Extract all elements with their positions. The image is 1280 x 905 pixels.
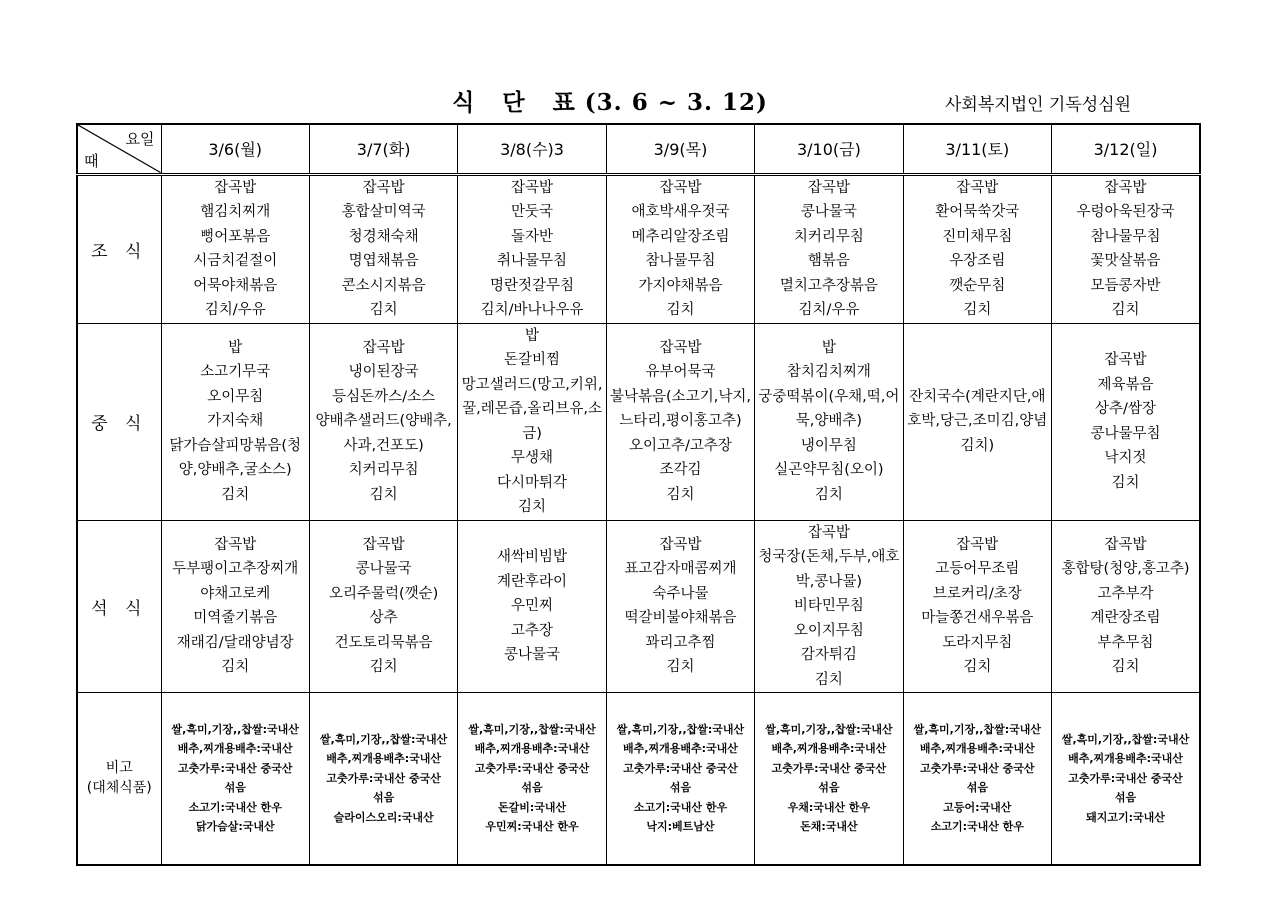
origin-note: 섞음 <box>669 781 692 795</box>
menu-item: 숙주나물 <box>652 585 709 602</box>
day-header: 3/8(수)3 <box>458 124 606 174</box>
notes-sublabel: (대체식품) <box>86 780 152 797</box>
menu-item: 참치김치찌개 <box>786 364 871 381</box>
origin-note: 쌀,흑미,기장,,찹쌀:국내산 <box>1061 732 1190 746</box>
menu-item: 냉이무침 <box>800 437 857 454</box>
menu-item: 상추 <box>369 610 398 627</box>
menu-item: 닭가슴살피망볶음(청양,양배추,굴소스) <box>169 437 302 479</box>
dinner-cell <box>755 520 903 693</box>
menu-item: 계란후라이 <box>497 573 568 590</box>
origin-note: 돼지고기:국내산 <box>1086 810 1165 824</box>
breakfast-cell <box>606 174 754 323</box>
notes-row <box>77 693 1200 865</box>
menu-item: 김치 <box>666 302 695 318</box>
menu-item: 유부어묵국 <box>645 364 716 381</box>
menu-item: 미역줄기볶음 <box>193 610 278 627</box>
notes-cell <box>309 693 457 865</box>
menu-item: 잡곡밥 <box>214 536 257 553</box>
menu-item: 김치 <box>963 302 992 318</box>
origin-note: 쌀,흑미,기장,,찹쌀:국내산 <box>913 722 1041 736</box>
menu-item: 밥 <box>821 339 836 356</box>
menu-item: 환어묵쑥갓국 <box>935 204 1020 220</box>
menu-item: 오이지무침 <box>793 622 864 639</box>
menu-item: 가지숙채 <box>207 413 264 430</box>
day-header: 3/6(월) <box>161 124 309 174</box>
organization-name: 사회복지법인 기독성심원 <box>945 95 1132 115</box>
menu-item: 명란젓갈무침 <box>490 277 575 294</box>
menu-item: 망고샐러드(망고,키위,꿀,레몬즙,올리브유,소금) <box>461 376 603 442</box>
origin-note: 배추,찌개용배추:국내산 <box>919 742 1035 756</box>
menu-item: 낙지젓 <box>1104 450 1147 466</box>
menu-item: 잡곡밥 <box>659 536 702 553</box>
menu-item: 양배추샐러드(양배추,사과,건포도) <box>315 413 452 454</box>
menu-item: 꽃맛살볶음 <box>1090 253 1161 269</box>
menu-item: 잡곡밥 <box>511 179 554 196</box>
origin-note: 배추,찌개용배추:국내산 <box>177 742 293 756</box>
menu-item: 표고감자매콤찌개 <box>624 561 737 578</box>
origin-note: 고춧가루:국내산 중국산 <box>920 761 1035 775</box>
dinner-cell <box>1052 520 1200 693</box>
menu-item: 김치/바나나우유 <box>480 302 584 318</box>
menu-item: 콩나물무침 <box>1090 425 1161 442</box>
menu-item: 오이무침 <box>207 388 264 405</box>
menu-item: 잡곡밥 <box>1104 179 1147 196</box>
meal-label-dinner: 석 식 <box>77 520 161 693</box>
origin-note: 고춧가루:국내산 중국산 <box>1068 771 1183 785</box>
origin-note: 섞음 <box>966 781 988 795</box>
origin-note: 돈채:국내산 <box>800 820 858 834</box>
menu-item: 잡곡밥 <box>807 524 850 541</box>
menu-item: 김치 <box>369 486 398 503</box>
menu-item: 잡곡밥 <box>362 339 405 356</box>
menu-item: 콩나물국 <box>355 561 412 578</box>
menu-item: 두부팽이고추장찌개 <box>172 561 299 578</box>
menu-item: 잔치국수(계란지단,애호박,당근,조미김,양념김치) <box>907 388 1048 454</box>
menu-item: 김치 <box>666 659 695 676</box>
lunch-cell <box>606 323 754 520</box>
menu-item: 김치/우유 <box>798 302 860 318</box>
origin-note: 소고기:국내산 한우 <box>930 820 1024 834</box>
menu-item: 마늘쫑건새우볶음 <box>921 610 1034 627</box>
origin-note: 쌀,흑미,기장,,찹쌀:국내산 <box>468 722 596 736</box>
menu-item: 치커리무침 <box>793 228 864 245</box>
menu-item: 명엽채볶음 <box>348 253 419 269</box>
origin-note: 고춧가루:국내산 중국산 <box>474 761 590 775</box>
meal-label-breakfast: 조 식 <box>77 174 161 323</box>
menu-item: 잡곡밥 <box>1104 352 1147 368</box>
day-header: 3/7(화) <box>309 124 457 174</box>
menu-item: 김치 <box>1111 659 1140 676</box>
origin-note: 고등어:국내산 <box>943 800 1012 814</box>
origin-note: 고춧가루:국내산 중국산 <box>623 761 738 775</box>
menu-item: 도라지무침 <box>942 634 1013 651</box>
menu-item: 김치 <box>518 499 547 515</box>
menu-item: 진미채무침 <box>942 228 1013 245</box>
menu-item: 콩나물국 <box>504 647 561 663</box>
lunch-cell <box>161 323 309 520</box>
meal-plan-table <box>76 123 1201 866</box>
notes-cell <box>606 693 754 865</box>
origin-note: 낙지:베트남산 <box>646 820 715 834</box>
menu-item: 취나물무침 <box>497 253 568 269</box>
dinner-row <box>77 520 1200 693</box>
origin-note: 닭가슴살:국내산 <box>195 820 275 834</box>
breakfast-cell <box>309 174 457 323</box>
menu-item: 밥 <box>228 339 243 356</box>
origin-note: 쌀,흑미,기장,,찹쌀:국내산 <box>319 732 448 746</box>
notes-cell <box>903 693 1051 865</box>
menu-item: 김치 <box>1111 474 1140 491</box>
corner-meal-label: 때 <box>84 151 99 170</box>
lunch-cell <box>458 323 606 520</box>
menu-item: 계란장조림 <box>1090 610 1161 627</box>
menu-item: 콩나물국 <box>800 204 857 220</box>
menu-item: 브로커리/초장 <box>932 585 1022 602</box>
menu-item: 김치 <box>814 671 843 688</box>
day-header-row <box>77 124 1200 174</box>
menu-item: 오이고추/고추장 <box>629 437 732 454</box>
menu-item: 김치 <box>963 659 992 676</box>
origin-note: 쌀,흑미,기장,,찹쌀:국내산 <box>765 722 893 736</box>
dinner-cell <box>606 520 754 693</box>
menu-item: 우민찌 <box>511 598 554 614</box>
origin-note: 우민찌:국내산 한우 <box>485 820 579 834</box>
menu-item: 오리주물럭(깻순) <box>328 585 439 602</box>
menu-item: 실곤약무침(오이) <box>774 462 884 479</box>
menu-item: 궁중떡볶이(우채,떡,어묵,양배추) <box>758 388 900 430</box>
menu-item: 김치 <box>369 302 398 318</box>
dinner-cell <box>458 520 606 693</box>
menu-item: 잡곡밥 <box>214 179 257 196</box>
menu-item: 시금치겉절이 <box>193 253 278 269</box>
menu-item: 김치 <box>814 486 843 503</box>
menu-item: 떡갈비불야채볶음 <box>624 610 737 627</box>
menu-item: 건도토리묵볶음 <box>334 634 433 651</box>
menu-item: 다시마튀각 <box>497 474 568 491</box>
notes-cell <box>161 693 309 865</box>
breakfast-cell <box>1052 174 1200 323</box>
menu-item: 무생채 <box>511 450 554 466</box>
menu-item: 잡곡밥 <box>659 179 702 196</box>
menu-item: 홍합살미역국 <box>341 204 426 220</box>
menu-item: 청경채숙채 <box>348 228 419 245</box>
breakfast-cell <box>755 174 903 323</box>
origin-note: 배추,찌개용배추:국내산 <box>771 742 887 756</box>
menu-item: 김치 <box>666 486 695 503</box>
menu-item: 불낙볶음(소고기,낙지,느타리,평이홍고추) <box>610 388 751 430</box>
menu-item: 돌자반 <box>511 228 554 245</box>
menu-item: 만둣국 <box>511 204 554 220</box>
menu-item: 어묵야채볶음 <box>193 277 278 294</box>
menu-item: 김치 <box>1111 302 1140 318</box>
dinner-cell <box>309 520 457 693</box>
meal-label-lunch: 중 식 <box>77 323 161 520</box>
origin-note: 쌀,흑미,기장,,찹쌀:국내산 <box>616 722 745 736</box>
menu-item: 잡곡밥 <box>956 536 999 553</box>
menu-item: 햄볶음 <box>807 253 850 269</box>
origin-note: 소고기:국내산 한우 <box>188 800 282 814</box>
menu-item: 밥 <box>525 327 540 344</box>
origin-note: 섞음 <box>521 781 543 795</box>
menu-item: 애호박새우젓국 <box>631 204 730 220</box>
breakfast-cell <box>458 174 606 323</box>
menu-item: 멸치고추장볶음 <box>779 277 878 294</box>
day-header: 3/11(토) <box>903 124 1051 174</box>
lunch-cell <box>309 323 457 520</box>
menu-item: 야채고로케 <box>200 585 271 602</box>
menu-item: 제육볶음 <box>1097 376 1154 393</box>
menu-item: 우렁아욱된장국 <box>1076 204 1175 220</box>
origin-note: 고춧가루:국내산 중국산 <box>177 761 293 775</box>
menu-item: 콘소시지볶음 <box>341 277 426 294</box>
menu-item: 잡곡밥 <box>362 179 405 196</box>
menu-item: 김치/우유 <box>204 302 266 318</box>
menu-item: 가지야채볶음 <box>638 277 723 294</box>
menu-item: 등심돈까스/소스 <box>332 388 436 405</box>
origin-note: 섞음 <box>1114 791 1137 804</box>
menu-item: 잡곡밥 <box>659 339 702 356</box>
menu-item: 잡곡밥 <box>1104 536 1147 553</box>
origin-note: 섞음 <box>373 791 395 804</box>
lunch-cell <box>755 323 903 520</box>
menu-item: 모듬콩자반 <box>1090 277 1161 294</box>
corner-header <box>77 124 161 174</box>
origin-note: 소고기:국내산 한우 <box>633 800 728 814</box>
notes-cell <box>458 693 606 865</box>
menu-item: 조각김 <box>659 462 702 479</box>
menu-item: 홍합탕(청양,홍고추) <box>1061 561 1190 578</box>
notes-label: 비고 <box>105 760 133 777</box>
menu-item: 청국장(돈채,두부,애호박,콩나물) <box>758 549 900 590</box>
menu-item: 잡곡밥 <box>807 179 850 196</box>
lunch-row <box>77 323 1200 520</box>
menu-item: 새싹비빔밥 <box>497 549 568 565</box>
origin-note: 섞음 <box>818 781 840 795</box>
menu-item: 김치 <box>221 486 250 503</box>
day-header: 3/12(일) <box>1052 124 1200 174</box>
origin-note: 고춧가루:국내산 중국산 <box>326 771 441 785</box>
menu-item: 참나물무침 <box>1090 228 1161 245</box>
menu-item: 김치 <box>369 659 398 676</box>
day-header: 3/10(금) <box>755 124 903 174</box>
meal-label-notes <box>77 693 161 865</box>
menu-item: 뻥어포볶음 <box>200 228 271 245</box>
menu-item: 치커리무침 <box>348 462 419 479</box>
breakfast-cell <box>903 174 1051 323</box>
menu-item: 고추장 <box>511 622 554 639</box>
dinner-cell <box>161 520 309 693</box>
notes-cell <box>755 693 903 865</box>
menu-item: 햄김치찌개 <box>200 204 271 220</box>
menu-item: 고등어무조림 <box>935 561 1020 578</box>
menu-item: 비타민무침 <box>793 598 864 614</box>
origin-note: 쌀,흑미,기장,,찹쌀:국내산 <box>171 722 299 736</box>
menu-item: 돈갈비찜 <box>504 352 561 368</box>
menu-item: 잡곡밥 <box>362 536 405 553</box>
menu-item: 부추무침 <box>1097 634 1154 651</box>
origin-note: 배추,찌개용배추:국내산 <box>623 742 738 756</box>
origin-note: 배추,찌개용배추:국내산 <box>474 742 590 756</box>
menu-item: 냉이된장국 <box>348 364 419 381</box>
origin-note: 돈갈비:국내산 <box>497 800 567 814</box>
menu-item: 꽈리고추찜 <box>645 634 716 651</box>
menu-item: 소고기무국 <box>200 364 271 381</box>
menu-item: 김치 <box>221 659 250 676</box>
origin-note: 섞음 <box>224 781 246 795</box>
origin-note: 우채:국내산 한우 <box>787 800 871 814</box>
origin-note: 슬라이스오리:국내산 <box>333 810 434 824</box>
breakfast-cell <box>161 174 309 323</box>
lunch-cell <box>1052 323 1200 520</box>
menu-item: 잡곡밥 <box>956 179 999 196</box>
page-title: 식 단 표 (3. 6 ~ 3. 12) <box>452 89 768 116</box>
origin-note: 고춧가루:국내산 중국산 <box>771 761 887 775</box>
menu-item: 재래김/달래양념장 <box>176 634 294 651</box>
menu-item: 감자튀김 <box>800 647 857 663</box>
breakfast-row <box>77 174 1200 323</box>
origin-note: 배추,찌개용배추:국내산 <box>326 752 442 765</box>
menu-item: 우장조림 <box>949 253 1006 269</box>
dinner-cell <box>903 520 1051 693</box>
menu-item: 깻순무침 <box>949 277 1006 294</box>
origin-note: 배추,찌개용배추:국내산 <box>1068 752 1183 765</box>
day-header: 3/9(목) <box>606 124 754 174</box>
lunch-cell <box>903 323 1051 520</box>
menu-item: 고추부각 <box>1097 585 1154 602</box>
menu-item: 상추/쌈장 <box>1095 401 1156 417</box>
notes-cell <box>1052 693 1200 865</box>
menu-item: 메추리알장조림 <box>631 228 730 245</box>
corner-day-label: 요일 <box>125 130 155 148</box>
menu-item: 참나물무침 <box>645 253 716 269</box>
